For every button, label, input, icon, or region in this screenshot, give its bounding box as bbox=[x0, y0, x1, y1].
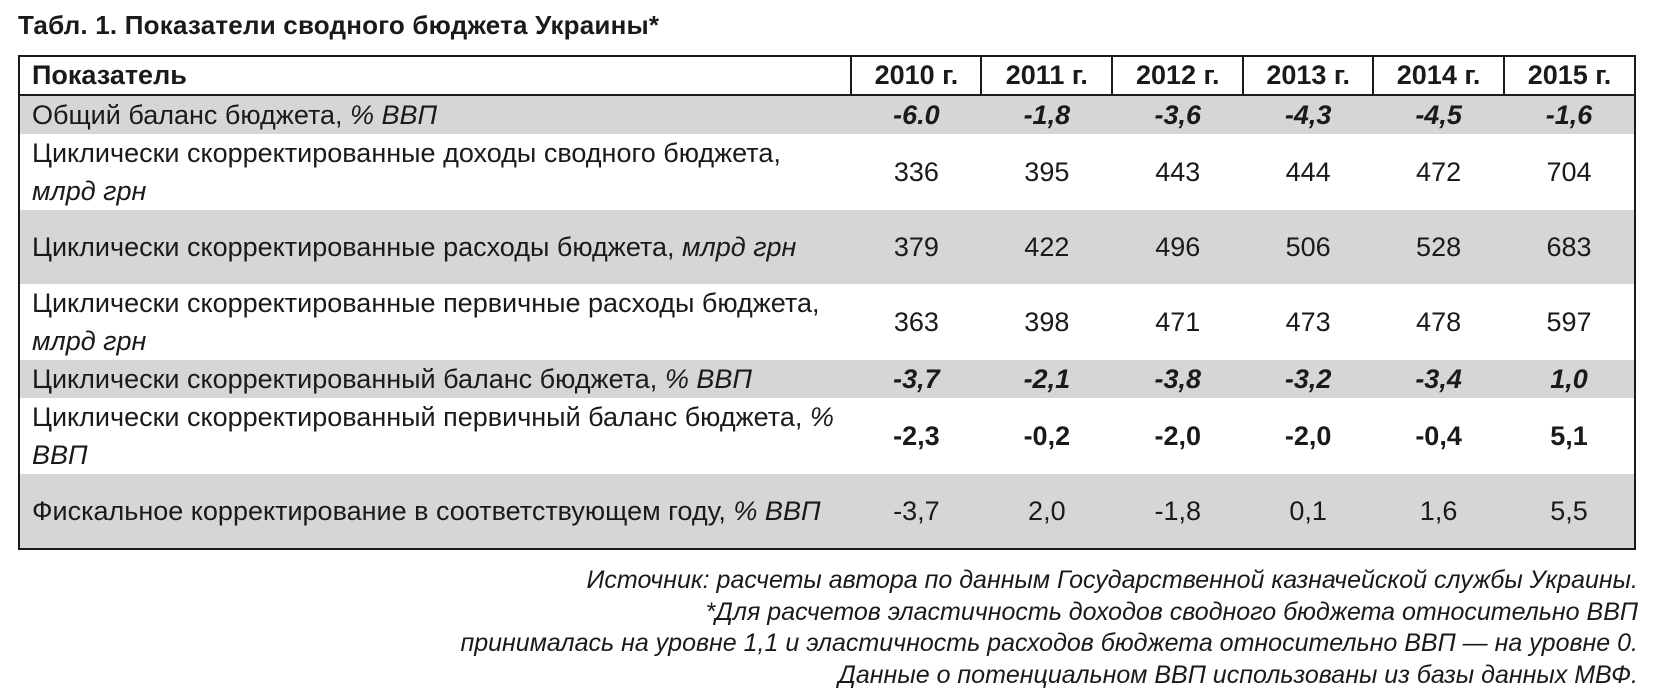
row-unit: млрд грн bbox=[682, 232, 797, 262]
row-unit: % ВВП bbox=[733, 496, 821, 526]
row-label-text: Циклически скорректированные расходы бюджета, bbox=[32, 232, 683, 262]
header-year: 2011 г. bbox=[981, 56, 1112, 95]
row-unit: млрд грн bbox=[32, 326, 147, 356]
row-label-text: Фискальное корректирование в соответствующем году, bbox=[32, 496, 734, 526]
source-note: Источник: расчеты автора по данным Государственной казначейской службы Украины. bbox=[586, 566, 1638, 594]
table-cell: 473 bbox=[1285, 306, 1331, 337]
table-cell: -0,2 bbox=[1023, 420, 1071, 451]
row-unit: млрд грн bbox=[32, 176, 147, 206]
table-cell: -2,0 bbox=[1154, 420, 1202, 451]
table-cell: 398 bbox=[1024, 306, 1070, 337]
row-label-text: Общий баланс бюджета, bbox=[32, 100, 351, 130]
table-cell: -0,4 bbox=[1415, 420, 1462, 451]
table-cell: 1,0 bbox=[1504, 360, 1635, 398]
header-year: 2015 г. bbox=[1504, 56, 1635, 95]
table-cell: -3,6 bbox=[1112, 95, 1243, 134]
table-cell: -4,5 bbox=[1373, 95, 1504, 134]
table-cell: -1,6 bbox=[1504, 95, 1635, 134]
table-cell: -2,0 bbox=[1284, 420, 1332, 451]
table-row bbox=[19, 474, 1635, 549]
table-cell: 471 bbox=[1155, 306, 1201, 337]
table-cell: 379 bbox=[851, 210, 981, 284]
header-row bbox=[19, 56, 1635, 95]
header-indicator: Показатель bbox=[19, 56, 851, 95]
table-cell: -1,8 bbox=[981, 95, 1112, 134]
row-label bbox=[19, 210, 851, 284]
table-cell: -4,3 bbox=[1243, 95, 1373, 134]
row-label bbox=[19, 398, 851, 474]
table-cell: 444 bbox=[1285, 156, 1331, 187]
header-year: 2010 г. bbox=[851, 56, 981, 95]
table-cell: 422 bbox=[981, 210, 1112, 284]
table-cell: 5,5 bbox=[1504, 474, 1635, 549]
table-cell: -3,7 bbox=[851, 360, 981, 398]
table-caption: Табл. 1. Показатели сводного бюджета Украины* bbox=[18, 10, 660, 40]
table-cell: 597 bbox=[1546, 306, 1592, 337]
table-cell: -2,3 bbox=[893, 420, 940, 451]
row-label bbox=[19, 134, 851, 210]
table-cell: 5,1 bbox=[1550, 420, 1588, 451]
table-cell: 472 bbox=[1416, 156, 1462, 187]
row-label-text: Циклически скорректированные доходы сводного бюджета, bbox=[32, 138, 781, 168]
budget-table bbox=[18, 55, 1636, 550]
table-cell: 496 bbox=[1112, 210, 1243, 284]
table-cell: 395 bbox=[1024, 156, 1070, 187]
row-label bbox=[19, 95, 851, 134]
table-cell: 0,1 bbox=[1243, 474, 1373, 549]
table-cell: 528 bbox=[1373, 210, 1504, 284]
table-cell: -6.0 bbox=[851, 95, 981, 134]
row-label-text: Циклически скорректированный первичный баланс бюджета, bbox=[32, 402, 810, 432]
header-year: 2012 г. bbox=[1112, 56, 1243, 95]
table-cell: -3,8 bbox=[1112, 360, 1243, 398]
table-cell: 2,0 bbox=[981, 474, 1112, 549]
table-row bbox=[19, 134, 1635, 210]
table-notes bbox=[460, 565, 1638, 691]
footnote-line: *Для расчетов эластичность доходов сводного бюджета относительно ВВП bbox=[705, 597, 1638, 626]
table-cell: 1,6 bbox=[1373, 474, 1504, 549]
table-cell: 336 bbox=[893, 156, 939, 187]
header-year: 2014 г. bbox=[1373, 56, 1504, 95]
header-year: 2013 г. bbox=[1243, 56, 1373, 95]
row-label-text: Циклически скорректированные первичные расходы бюджета, bbox=[32, 288, 820, 318]
table-row bbox=[19, 210, 1635, 284]
row-unit: % ВВП bbox=[350, 100, 438, 130]
row-label bbox=[19, 284, 851, 360]
table-cell: -3,2 bbox=[1243, 360, 1373, 398]
footnote-line: Данные о потенциальном ВВП использованы из базы данных МВФ. bbox=[838, 660, 1638, 689]
table-cell: -3,7 bbox=[851, 474, 981, 549]
row-label-text: Циклически скорректированный баланс бюджета, bbox=[32, 364, 665, 394]
table-cell: 478 bbox=[1416, 306, 1462, 337]
table-cell: 443 bbox=[1155, 156, 1201, 187]
table-row bbox=[19, 95, 1635, 134]
table-row bbox=[19, 398, 1635, 474]
table-row bbox=[19, 284, 1635, 360]
row-label bbox=[19, 474, 851, 549]
table-cell: -2,1 bbox=[981, 360, 1112, 398]
table-cell: -1,8 bbox=[1112, 474, 1243, 549]
table-row bbox=[19, 360, 1635, 398]
table-cell: 704 bbox=[1546, 156, 1592, 187]
table-cell: -3,4 bbox=[1373, 360, 1504, 398]
table-cell: 683 bbox=[1504, 210, 1635, 284]
row-unit: % ВВП bbox=[32, 402, 834, 470]
table-cell: 363 bbox=[893, 306, 939, 337]
footnote-line: принималась на уровне 1,1 и эластичность расходов бюджета относительно ВВП — на уровне 0. bbox=[460, 629, 1638, 657]
row-label bbox=[19, 360, 851, 398]
row-unit: % ВВП bbox=[664, 364, 752, 394]
table-cell: 506 bbox=[1243, 210, 1373, 284]
